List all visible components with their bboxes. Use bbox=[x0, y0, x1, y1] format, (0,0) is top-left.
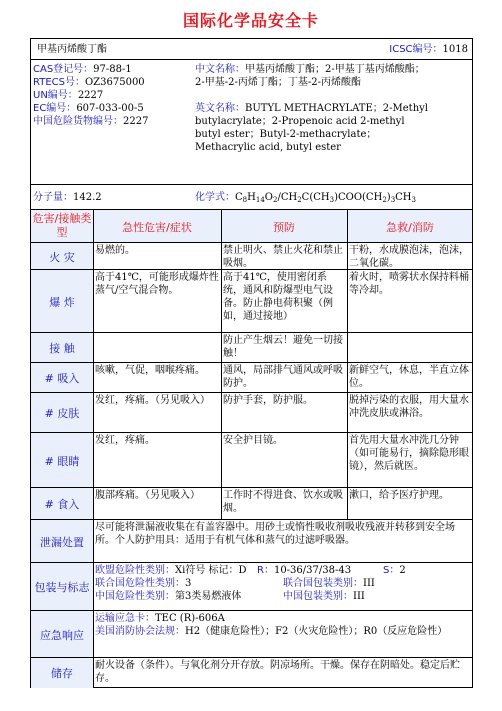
table-row: 火 灾 易燃的。 禁止明火、禁止火花和禁止吸烟。 干粉，水成膜泡沫，泡沫，二氧化碳。 bbox=[31, 242, 472, 269]
col-header-type: 危害/接触类型 bbox=[32, 212, 92, 239]
spill-text: 尽可能将泄漏液收集在有盖容器中。用砂土或惰性吸收剂吸收残液并转移到安全场所。个人防护用具：适用于有机气体和蒸气的过滤呼吸器。 bbox=[95, 522, 455, 546]
identification-block bbox=[31, 59, 472, 184]
icsc-number: ICSC编号：1018 bbox=[389, 44, 468, 55]
id-list: CAS登记号：97-88-1 RTECS号：OZ3675000 UN编号：2227 EC编号：607-033-00-5 中国危险货物编号：2227 bbox=[33, 64, 149, 127]
emergency-text: 运输应急卡：TEC (R)-606A 美国消防协会法规：H2（健康危险性）；F2（火灾危险性）；R0（反应危险性） bbox=[95, 613, 448, 637]
hazard-label: # 食入 bbox=[31, 488, 93, 520]
table-row: # 吸入 咳嗽，气促，咽喉疼痛。 通风，局部排气通风或呼吸防护。 新鲜空气，休息，半直立体位。 bbox=[31, 362, 472, 392]
table-row: # 皮肤 发红，疼痛。（另见吸入） 防护手套，防护服。 脱掉污染的衣服，用大量水冲洗皮肤或淋浴。 bbox=[31, 392, 472, 432]
packaging-label: 包装与标志 bbox=[31, 563, 93, 611]
table-row: # 食入 腹部疼痛。（另见吸入） 工作时不得进食、饮水或吸烟。 漱口，给予医疗护理。 bbox=[31, 487, 472, 519]
col-header-first-aid: 急救/消防 bbox=[386, 221, 434, 234]
packaging-row bbox=[31, 562, 472, 610]
table-row: # 眼睛 发红，疼痛。 安全护目镜。 首先用大量水冲洗几分钟（如可能易行，摘除隐形眼镜），然后就医。 bbox=[31, 432, 472, 487]
spill-label: 泄漏处置 bbox=[31, 520, 93, 563]
table-row: 接 触 防止产生烟云！避免一切接触！ bbox=[31, 332, 472, 362]
safety-card bbox=[30, 38, 473, 688]
chemical-name: 甲基丙烯酸丁酯 bbox=[37, 44, 107, 55]
storage-row bbox=[31, 657, 472, 687]
names-block: 中文名称：甲基丙烯酸丁酯；2-甲基丁基丙烯酸酯； 2-甲基-2-丙烯丁酯；丁基-2-丙烯酸酯 英文名称：BUTYL METHACRYLATE；2-Methyl butylacrylate；2-Propenoic acid 2-methyl butyl ester；Butyl-2-methacrylate； Methacrylic acid, butyl ester bbox=[195, 64, 428, 153]
col-header-symptoms: 急性危害/症状 bbox=[122, 221, 192, 234]
hazard-label: 爆 炸 bbox=[31, 270, 93, 333]
hazard-label: # 眼睛 bbox=[31, 433, 93, 488]
storage-text: 耐火设备（条件）。与氧化剂分开存放。阴凉场所。干燥。保存在阴暗处。稳定后贮存。 bbox=[95, 660, 460, 684]
table-header bbox=[31, 209, 472, 242]
hazard-label: # 皮肤 bbox=[31, 393, 93, 433]
packaging-text: 欧盟危险性类别：Xi符号 标记：D R：10-36/37/38-43 S：2 联合国危险性类别：3 联合国包装类别：III 中国危险性类别：第3类易燃液体 中国包装类别：III bbox=[95, 565, 406, 602]
col-header-prevention: 预防 bbox=[273, 221, 295, 234]
molecular-weight: 分子量：142.2 bbox=[33, 192, 102, 203]
hazard-label: 火 灾 bbox=[31, 243, 93, 270]
card-title: 国际化学品安全卡 bbox=[182, 11, 319, 30]
hazard-label: # 吸入 bbox=[31, 363, 93, 393]
formula-row bbox=[31, 184, 472, 209]
emergency-row bbox=[31, 610, 472, 657]
spill-row bbox=[31, 519, 472, 562]
hazard-label: 接 触 bbox=[31, 333, 93, 363]
emergency-label: 应急响应 bbox=[31, 611, 93, 658]
storage-label: 储存 bbox=[31, 658, 93, 688]
chemical-formula: 化学式：$C_8H_{14}O_2/CH_2C(CH_3)COO(CH_2)_3CH_3$ bbox=[195, 192, 416, 204]
table-row: 爆 炸 高于41℃，可能形成爆炸性蒸气/空气混合物。 高于41℃，使用密闭系统，通风和防爆型电气设备。防止静电荷积聚（例如，通过接地） 着火时，喷雾状水保持料桶等冷却。 bbox=[31, 269, 472, 332]
header-row bbox=[31, 39, 472, 59]
